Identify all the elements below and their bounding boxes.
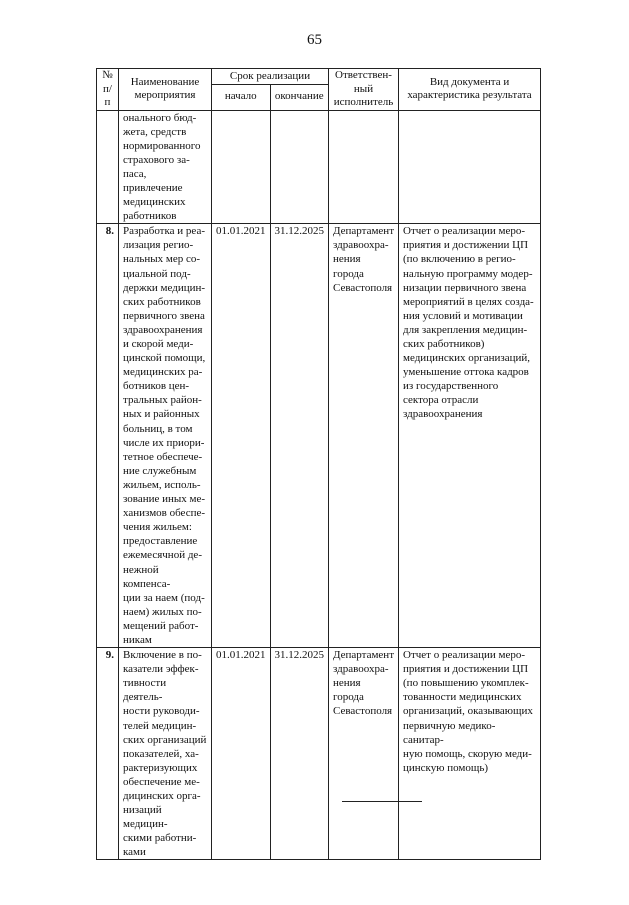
row-num: 8. (97, 224, 119, 648)
row-num: 9. (97, 648, 119, 860)
table-header (97, 69, 541, 111)
row-start (212, 110, 271, 224)
table-row (97, 648, 541, 860)
footer-divider (342, 801, 422, 802)
header-period: Срок реализации (212, 69, 329, 85)
measures-table (96, 68, 541, 860)
row-start: 01.01.2021 (212, 648, 271, 860)
header-num: № п/п (97, 69, 119, 111)
table-row (97, 110, 541, 224)
header-start: начало (212, 84, 271, 110)
row-name: Включение в по- казатели эффек- тивности деятель- ности руководи- телей медицин- ских организаций показателей, ха- рактеризующих обеспечение ме- дицинских орга- низаций медицин- скими работни- ками (119, 648, 212, 860)
row-responsible: Департамент здравоохра- нения города Севастополя (329, 648, 399, 860)
row-responsible: Департамент здравоохра- нения города Севастополя (329, 224, 399, 648)
row-doc: Отчет о реализации меро- приятия и достижении ЦП (по включению в регио- нальную программу модер- низации первичного звена мероприятий в целях созда- ния условий и мотивации для закрепления медицин- ских работников) медицинских организаций, уменьшение оттока кадров из государственного сектора отрасли здравоохранения (399, 224, 541, 648)
row-responsible (329, 110, 399, 224)
header-end: окончание (270, 84, 329, 110)
table-row (97, 224, 541, 648)
row-doc: Отчет о реализации меро- приятия и достижении ЦП (по повышению укомплек- тованности медицинских организаций, оказывающих первичную медико-санитар- ную помощь, скорую меди- цинскую помощь) (399, 648, 541, 860)
page-number: 65 (307, 32, 322, 48)
header-doc: Вид документа и характеристика результата (399, 69, 541, 111)
row-end: 31.12.2025 (270, 224, 329, 648)
row-name: Разработка и реа- лизация регио- нальных мер со- циальной под- держки медицин- ских работников первичного звена здравоохранения и скорой меди- цинской помощи, медицинских ра- ботников цен- тральных район- ных и районных больниц, в том числе их приори- тетное обеспече- ние служебным жильем, исполь- зование иных ме- ханизмов обеспе- чения жильем: предоставление ежемесячной де- нежной компенса- ции за наем (под- наем) жилых по- мещений работ- никам (119, 224, 212, 648)
row-name: онального бюд- жета, средств нормированного страхового за- паса, привлечение медицинских работников (119, 110, 212, 224)
row-num (97, 110, 119, 224)
row-doc (399, 110, 541, 224)
row-end: 31.12.2025 (270, 648, 329, 860)
row-end (270, 110, 329, 224)
row-start: 01.01.2021 (212, 224, 271, 648)
header-name: Наименование мероприятия (119, 69, 212, 111)
header-responsible: Ответствен- ный исполнитель (329, 69, 399, 111)
